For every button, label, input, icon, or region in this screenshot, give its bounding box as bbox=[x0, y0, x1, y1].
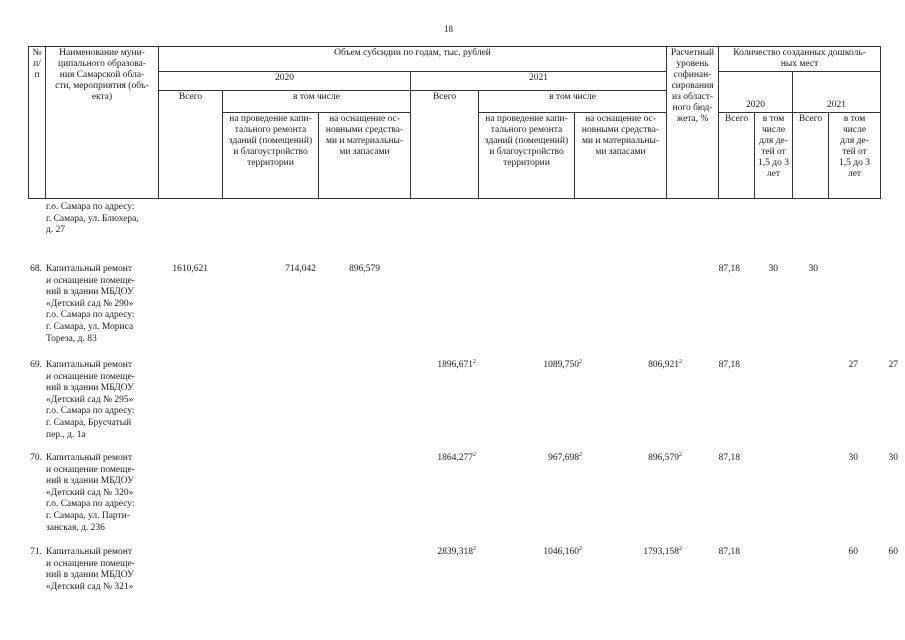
header-including-2020: в том числе bbox=[223, 91, 411, 113]
header-repair-2020: на проведение капи- тального ремонта зданий (помещений) и благоустройство территории bbox=[223, 113, 319, 199]
equip-2021: 1793,158$^2$ bbox=[643, 545, 682, 557]
places-2021-children: 30 bbox=[888, 453, 898, 463]
header-subsidy: Объем субсидии по годам, тыс. рублей bbox=[159, 47, 667, 72]
repair-2021: 1089,750$^2$ bbox=[543, 358, 582, 370]
header-num: № п/п bbox=[29, 47, 46, 199]
footnote-mark: 2 bbox=[473, 358, 476, 365]
total-2021: 1864,277$^2$ bbox=[437, 451, 476, 463]
header-level: Расчетный уровень софинан- сирования из област- ного бюд- жета, % bbox=[667, 47, 719, 199]
equip-2021: 806,921$^2$ bbox=[648, 358, 682, 370]
places-2021-total: 60 bbox=[848, 547, 858, 557]
footnote-mark: 2 bbox=[579, 451, 582, 458]
cofinancing-level: 87,18 bbox=[718, 547, 740, 557]
footnote-mark: 2 bbox=[579, 545, 582, 552]
header-places-total-2021: Всего bbox=[793, 113, 829, 199]
cofinancing-level: 87,18 bbox=[718, 360, 740, 370]
row-number: 71. bbox=[30, 547, 42, 557]
places-2021-children: 27 bbox=[888, 360, 898, 370]
header-year-2021: 2021 bbox=[411, 72, 667, 91]
header-places-2020: 2020 bbox=[719, 72, 793, 113]
header-year-2020: 2020 bbox=[159, 72, 411, 91]
header-including-2021: в том числе bbox=[479, 91, 667, 113]
header-total-2021: Всего bbox=[411, 91, 479, 199]
repair-2020: 714,042 bbox=[285, 264, 316, 274]
table-header bbox=[28, 46, 881, 199]
equip-2021: 896,579$^2$ bbox=[648, 451, 682, 463]
header-places: Количество созданных дошколь- ных мест bbox=[719, 47, 881, 72]
places-2021-total: 30 bbox=[848, 453, 858, 463]
row-number: 68. bbox=[30, 264, 42, 274]
header-repair-2021: на проведение капи- тального ремонта зданий (помещений) и благоустройство территории bbox=[479, 113, 575, 199]
row-name: г.о. Самара по адресу: г. Самара, ул. Блюхера, д. 27 bbox=[46, 202, 139, 236]
footnote-mark: 2 bbox=[679, 358, 682, 365]
row-name: Капитальный ремонт и оснащение помеще- ний в здании МБДОУ «Детский сад № 290» г.о. Самара по адресу: г. Самара, ул. Мориса Тореза, д. 83 bbox=[46, 264, 135, 344]
total-2020: 1610,621 bbox=[172, 264, 208, 274]
header-places-total-2020: Всего bbox=[719, 113, 755, 199]
total-2021: 1896,671$^2$ bbox=[437, 358, 476, 370]
repair-2021: 1046,160$^2$ bbox=[543, 545, 582, 557]
equip-2020: 896,579 bbox=[349, 264, 380, 274]
footnote-mark: 2 bbox=[679, 545, 682, 552]
header-places-children-2020: в том числе для де- тей от 1,5 до 3 лет bbox=[755, 113, 793, 199]
footnote-mark: 2 bbox=[579, 358, 582, 365]
row-name: Капитальный ремонт и оснащение помеще- ний в здании МБДОУ «Детский сад № 321» bbox=[46, 547, 135, 592]
header-equip-2020: на оснащение ос- новными средства- ми и материальны- ми запасами bbox=[319, 113, 411, 199]
cofinancing-level: 87,18 bbox=[718, 264, 740, 274]
cofinancing-level: 87,18 bbox=[718, 453, 740, 463]
places-2020-children: 30 bbox=[808, 264, 818, 274]
places-2020-total: 30 bbox=[768, 264, 778, 274]
repair-2021: 967,698$^2$ bbox=[548, 451, 582, 463]
header-equip-2021: на оснащение ос- новными средства- ми и материальны- ми запасами bbox=[575, 113, 667, 199]
footnote-mark: 2 bbox=[473, 545, 476, 552]
header-places-2021: 2021 bbox=[793, 72, 881, 113]
header-places-children-2021: в том числе для де- тей от 1,5 до 3 лет bbox=[829, 113, 881, 199]
header-total-2020: Всего bbox=[159, 91, 223, 199]
places-2021-children: 60 bbox=[888, 547, 898, 557]
footnote-mark: 2 bbox=[473, 451, 476, 458]
row-number: 70. bbox=[30, 453, 42, 463]
page-number: 18 bbox=[444, 24, 453, 34]
header-name: Наименование муни- ципального образова- ния Самарской обла- сти, мероприятия (объ- екта) bbox=[46, 47, 159, 199]
row-name: Капитальный ремонт и оснащение помеще- ний в здании МБДОУ «Детский сад № 295» г.о. Самара по адресу: г. Самара, Брусчатый пер., д. 1а bbox=[46, 360, 135, 440]
footnote-mark: 2 bbox=[679, 451, 682, 458]
total-2021: 2839,318$^2$ bbox=[437, 545, 476, 557]
row-number: 69. bbox=[30, 360, 42, 370]
row-name: Капитальный ремонт и оснащение помеще- ний в здании МБДОУ «Детский сад № 320» г.о. Самара по адресу: г. Самара, ул. Парти- занская, д. 236 bbox=[46, 453, 135, 533]
places-2021-total: 27 bbox=[848, 360, 858, 370]
